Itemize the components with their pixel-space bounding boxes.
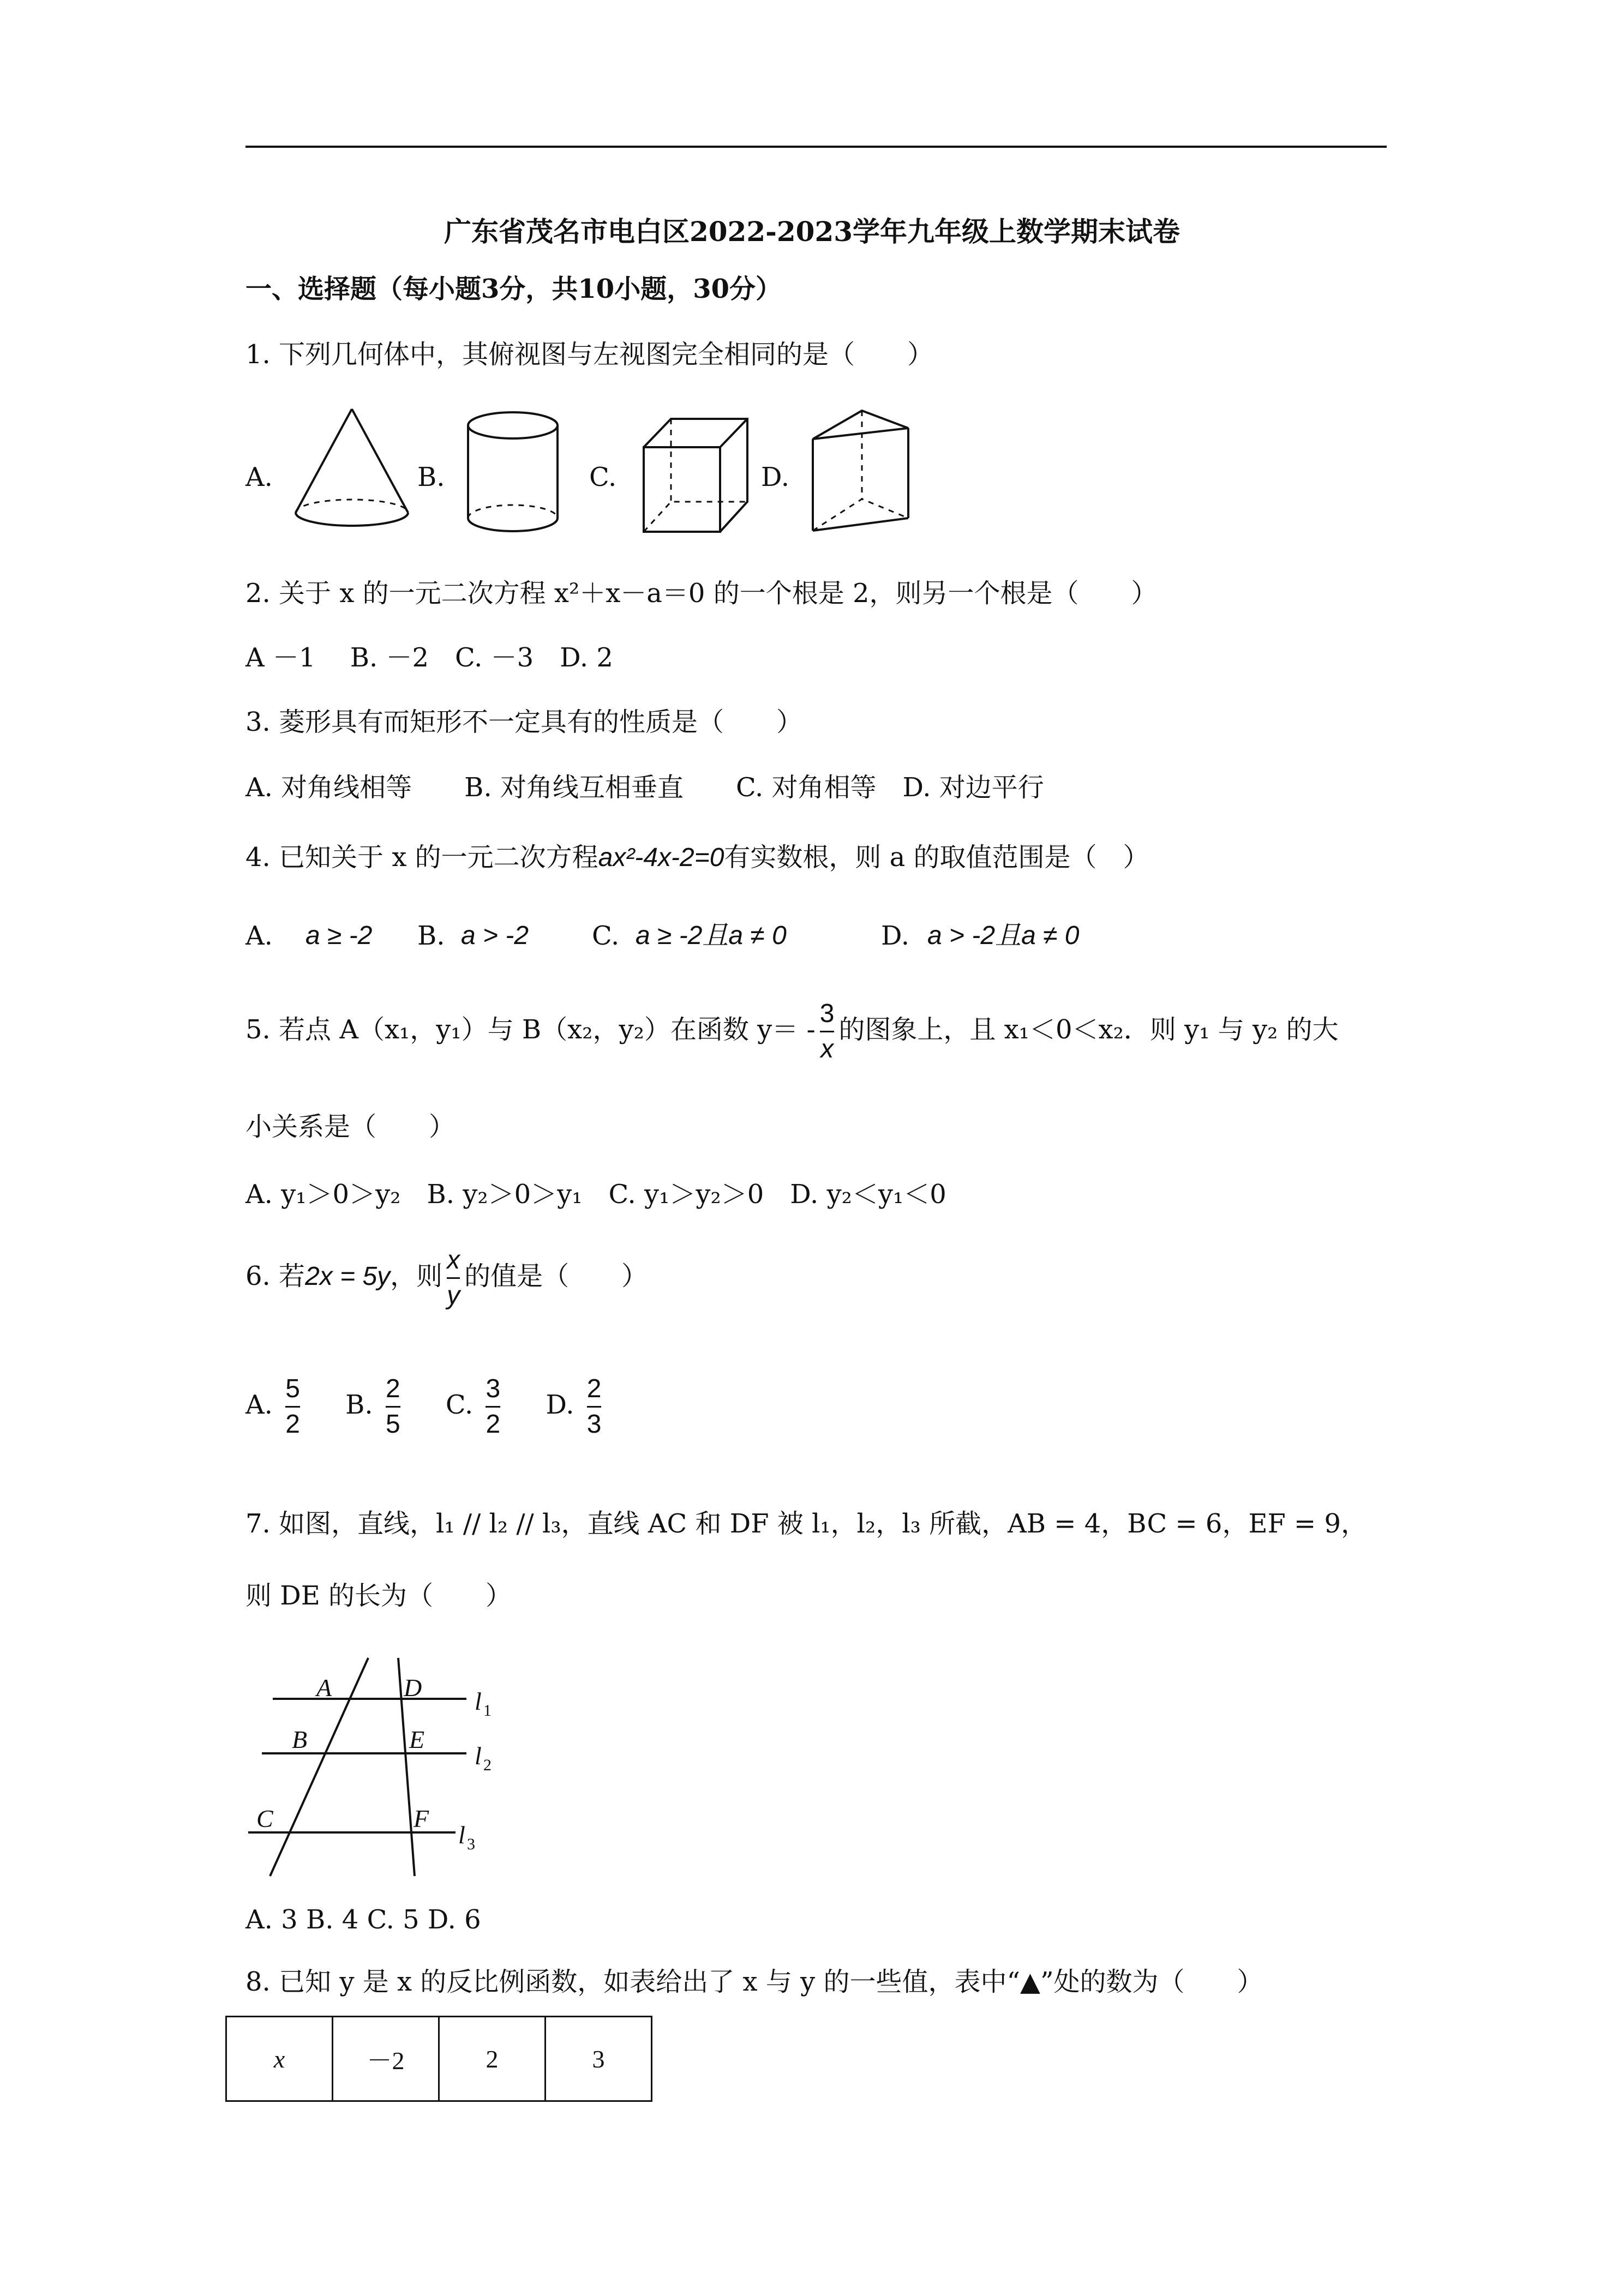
label-l1-sub: 1	[483, 1702, 492, 1720]
q6-option-d-label: D.	[546, 1390, 574, 1420]
q6-option-d-fraction	[587, 1373, 602, 1440]
q4-option-a-label: A.	[245, 921, 273, 951]
q6-option-a-num: 5	[285, 1374, 300, 1403]
label-l3: l	[458, 1821, 465, 1849]
q6-option-c-den: 2	[486, 1410, 501, 1439]
q4-option-d-label: D.	[881, 921, 910, 951]
table-cell: －2	[333, 2017, 439, 2101]
q1-option-b: B.	[417, 462, 445, 492]
label-l2: l	[475, 1742, 482, 1770]
q5-stem-post: 的图象上，且 x₁＜0＜x₂．则 y₁ 与 y₂ 的大	[838, 1014, 1339, 1045]
q6-option-b-num: 2	[385, 1374, 400, 1403]
q6-option-b-fraction	[386, 1373, 400, 1440]
q6-fraction-den: y	[447, 1281, 460, 1310]
q3-stem: 3. 菱形具有而矩形不一定具有的性质是（ ）	[245, 707, 803, 737]
label-a: A	[316, 1674, 332, 1702]
q6-option-d-num: 2	[586, 1374, 602, 1403]
q1-option-a: A.	[245, 462, 273, 492]
q2-stem: 2. 关于 x 的一元二次方程 x²＋x－a＝0 的一个根是 2，则另一个根是（ ）	[245, 578, 1158, 609]
label-e: E	[409, 1726, 425, 1753]
q1-option-c: C.	[589, 462, 617, 492]
q6-fraction	[447, 1245, 460, 1312]
label-d: D	[404, 1674, 422, 1702]
q6-option-a-label: A.	[245, 1390, 273, 1420]
table-cell-x	[226, 2017, 333, 2101]
table-row	[226, 2017, 652, 2101]
q4-option-a: a ≥ -2	[305, 921, 373, 950]
q8-table	[225, 2016, 652, 2102]
top-rule	[245, 146, 1387, 148]
q4-option-c-label: C.	[592, 921, 620, 951]
q6-option-c-num: 3	[486, 1374, 501, 1403]
cone-figure	[289, 404, 415, 534]
label-l2-sub: 2	[483, 1756, 492, 1774]
q4-equation: ax²-4x-2=0	[598, 843, 724, 872]
label-l1: l	[475, 1687, 482, 1715]
q7-stem: 7. 如图，直线，l₁ // l₂ // l₃，直线 AC 和 DF 被 l₁，l₂，l₃ 所截，AB = 4，BC = 6，EF = 9，	[245, 1508, 1368, 1539]
q4-option-b: a > -2	[461, 921, 529, 950]
cube-figure	[638, 414, 753, 537]
section-heading: 一、选择题（每小题3分，共10小题，30分）	[245, 274, 782, 304]
q6-option-d-den: 3	[586, 1410, 602, 1439]
q2-options: A －1 B. －2 C. －3 D. 2	[245, 642, 613, 673]
cell-text: x	[273, 2045, 285, 2073]
q6-stem-post: 的值是（ ）	[464, 1261, 648, 1291]
cylinder-figure	[464, 409, 562, 540]
parallel-lines-figure	[240, 1647, 524, 1887]
q8-stem: 8. 已知 y 是 x 的反比例函数，如表给出了 x 与 y 的一些值，表中“▲”处的数为（ ）	[245, 1967, 1263, 1997]
page-title: 广东省茂名市电白区2022-2023学年九年级上数学期末试卷	[444, 215, 1180, 248]
q6-options	[245, 1373, 606, 1440]
q6-option-c-fraction	[486, 1373, 500, 1440]
q7-options: A. 3 B. 4 C. 5 D. 6	[245, 1904, 481, 1935]
q6-option-a-fraction	[285, 1373, 300, 1440]
q3-options: A. 对角线相等 B. 对角线互相垂直 C. 对角相等 D. 对边平行	[245, 772, 1044, 803]
label-f: F	[414, 1805, 429, 1832]
q1-stem: 1. 下列几何体中，其俯视图与左视图完全相同的是（ ）	[245, 339, 934, 370]
q5-options: A. y₁＞0＞y₂ B. y₂＞0＞y₁ C. y₁＞y₂＞0 D. y₂＜y₁＜0	[245, 1179, 946, 1210]
q5-stem	[245, 998, 1339, 1065]
label-c: C	[256, 1805, 273, 1832]
q6-fraction-num: x	[447, 1246, 460, 1275]
q6-stem-pre: 6. 若	[245, 1261, 305, 1291]
q6-stem-mid: ，则	[390, 1261, 443, 1291]
q5-fraction-den: x	[820, 1035, 834, 1063]
q6-option-b-label: B.	[345, 1390, 373, 1420]
q4-stem-pre: 4. 已知关于 x 的一元二次方程	[245, 842, 598, 873]
q6-option-c-label: C.	[445, 1390, 474, 1420]
triangular-prism-figure	[807, 406, 916, 537]
q5-fraction	[820, 998, 835, 1065]
table-cell: 3	[546, 2017, 652, 2101]
table-cell: 2	[439, 2017, 546, 2101]
q5-stem-pre: 5. 若点 A（x₁，y₁）与 B（x₂，y₂）在函数 y＝ -	[245, 1014, 816, 1045]
q4-option-c: a ≥ -2且a ≠ 0	[636, 921, 787, 950]
q5-stem-cont: 小关系是（ ）	[245, 1111, 456, 1142]
label-l3-sub: 3	[467, 1835, 475, 1853]
q6-stem	[245, 1245, 648, 1312]
q4-stem	[245, 841, 1149, 874]
q4-option-b-label: B.	[417, 921, 445, 951]
q1-option-d: D.	[761, 462, 790, 492]
q4-option-d: a > -2且a ≠ 0	[927, 921, 1080, 950]
q6-option-b-den: 5	[385, 1410, 400, 1439]
q4-stem-post: 有实数根，则 a 的取值范围是（ ）	[724, 842, 1149, 873]
q7-stem-cont: 则 DE 的长为（ ）	[245, 1580, 512, 1611]
q6-equation: 2x = 5y	[305, 1262, 391, 1291]
label-b: B	[292, 1726, 308, 1753]
q5-fraction-num: 3	[819, 999, 835, 1028]
q6-option-a-den: 2	[285, 1410, 300, 1439]
